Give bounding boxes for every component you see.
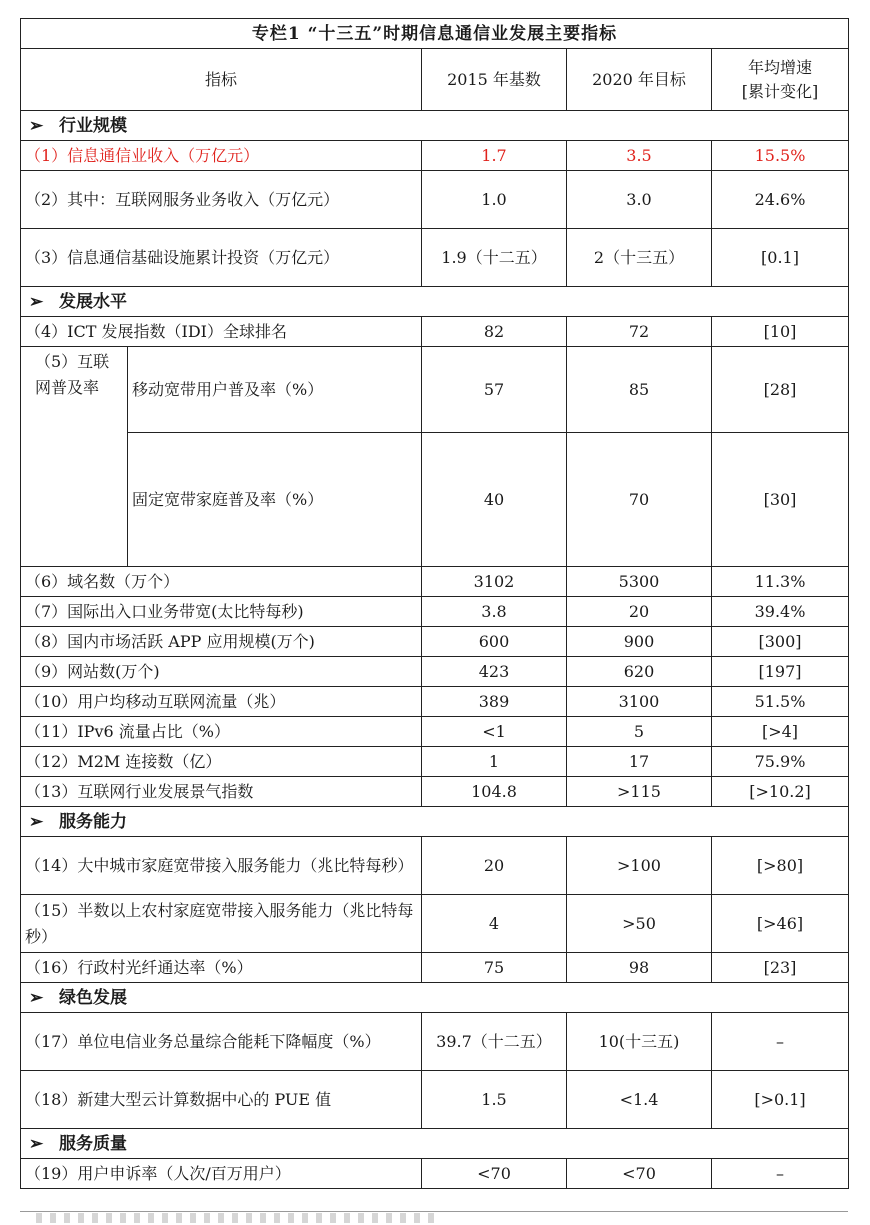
row-name: （10）用户均移动互联网流量（兆） [21, 687, 422, 717]
table-row [21, 953, 849, 983]
row-target: 20 [567, 597, 712, 627]
row-growth: [>10.2] [712, 777, 849, 807]
row-name: （13）互联网行业发展景气指数 [21, 777, 422, 807]
row-name: （8）国内市场活跃 APP 应用规模(万个) [21, 627, 422, 657]
row-growth: 11.3% [712, 567, 849, 597]
row-target: >115 [567, 777, 712, 807]
row-name: （3）信息通信基础设施累计投资（万亿元） [21, 229, 422, 287]
section-label: 发展水平 [59, 291, 127, 312]
row-base: 39.7（十二五） [422, 1013, 567, 1071]
table-row [21, 1159, 849, 1189]
row-growth: [>46] [712, 895, 849, 953]
row-name: （16）行政村光纤通达率（%） [21, 953, 422, 983]
row-target: >100 [567, 837, 712, 895]
row-target: 70 [567, 433, 712, 567]
row-name: （15）半数以上农村家庭宽带接入服务能力（兆比特每秒） [21, 895, 422, 953]
header-growth [712, 49, 849, 111]
row-growth: [>4] [712, 717, 849, 747]
row-growth: 15.5% [712, 141, 849, 171]
row-target: <70 [567, 1159, 712, 1189]
indicator-table [20, 18, 849, 1189]
row-growth: [300] [712, 627, 849, 657]
table-title: 专栏1 “十三五”时期信息通信业发展主要指标 [21, 19, 849, 49]
section-level [21, 287, 849, 317]
section-scale [21, 111, 849, 141]
row-base: 1 [422, 747, 567, 777]
row-name: （4）ICT 发展指数（IDI）全球排名 [21, 317, 422, 347]
table-row [21, 347, 849, 433]
row-growth: [>0.1] [712, 1071, 849, 1129]
table-row [21, 895, 849, 953]
row-growth: [28] [712, 347, 849, 433]
section-label: 服务能力 [59, 811, 127, 832]
row-target: 3.5 [567, 141, 712, 171]
section-row [21, 287, 849, 317]
row-base: 57 [422, 347, 567, 433]
row-growth: 39.4% [712, 597, 849, 627]
row-base: 3.8 [422, 597, 567, 627]
row-base: <70 [422, 1159, 567, 1189]
header-base: 2015 年基数 [422, 49, 567, 111]
row-name: （11）IPv6 流量占比（%） [21, 717, 422, 747]
section-row [21, 807, 849, 837]
table-row [21, 837, 849, 895]
row-base: 423 [422, 657, 567, 687]
table-row [21, 567, 849, 597]
cut-off-text-remnant [36, 1213, 436, 1223]
row-base: 1.9（十二五） [422, 229, 567, 287]
table-row [21, 777, 849, 807]
table-row [21, 717, 849, 747]
section-green [21, 983, 849, 1013]
header-growth-line1: 年均增速 [748, 57, 813, 77]
row-growth: 24.6% [712, 171, 849, 229]
row-growth: [197] [712, 657, 849, 687]
row-name: （1）信息通信业收入（万亿元） [21, 141, 422, 171]
table-row [21, 657, 849, 687]
row-base: 1.7 [422, 141, 567, 171]
row-growth: 51.5% [712, 687, 849, 717]
row-target: 5300 [567, 567, 712, 597]
table-row [21, 747, 849, 777]
row-growth: [10] [712, 317, 849, 347]
section-label: 服务质量 [59, 1133, 127, 1154]
row-growth: – [712, 1159, 849, 1189]
row-base: 3102 [422, 567, 567, 597]
table-row [21, 171, 849, 229]
section-row [21, 983, 849, 1013]
row-target: 72 [567, 317, 712, 347]
row-target: 2（十三五） [567, 229, 712, 287]
row-name: （18）新建大型云计算数据中心的 PUE 值 [21, 1071, 422, 1129]
row-name: （19）用户申诉率（人次/百万用户） [21, 1159, 422, 1189]
table-row [21, 687, 849, 717]
row-name: （2）其中：互联网服务业务收入（万亿元） [21, 171, 422, 229]
section-row [21, 111, 849, 141]
page-bottom-rule [20, 1211, 848, 1212]
row-target: 900 [567, 627, 712, 657]
arrow-icon: ➢ [29, 987, 44, 1008]
row-target: 3.0 [567, 171, 712, 229]
row-base: 20 [422, 837, 567, 895]
row-subname: 固定宽带家庭普及率（%） [128, 433, 422, 567]
row-name: （6）域名数（万个） [21, 567, 422, 597]
row-base: 389 [422, 687, 567, 717]
table-row [21, 627, 849, 657]
section-label: 绿色发展 [59, 987, 127, 1008]
section-label: 行业规模 [59, 115, 127, 136]
arrow-icon: ➢ [29, 115, 44, 136]
row-growth: 75.9% [712, 747, 849, 777]
row-name: （9）网站数(万个) [21, 657, 422, 687]
header-row [21, 49, 849, 111]
row-base: 1.0 [422, 171, 567, 229]
row-base: 75 [422, 953, 567, 983]
row-base: 1.5 [422, 1071, 567, 1129]
table-row [21, 317, 849, 347]
table-row [21, 433, 849, 567]
row-name: （14）大中城市家庭宽带接入服务能力（兆比特每秒） [21, 837, 422, 895]
row-growth: [>80] [712, 837, 849, 895]
header-target: 2020 年目标 [567, 49, 712, 111]
arrow-icon: ➢ [29, 811, 44, 832]
row-target: 85 [567, 347, 712, 433]
table-row [21, 597, 849, 627]
indicator-table-wrapper [20, 18, 848, 1189]
row-name: （12）M2M 连接数（亿） [21, 747, 422, 777]
section-quality [21, 1129, 849, 1159]
row-target: 98 [567, 953, 712, 983]
table-row [21, 141, 849, 171]
table-row [21, 1013, 849, 1071]
row-target: >50 [567, 895, 712, 953]
row-target: 10(十三五) [567, 1013, 712, 1071]
row-name: （7）国际出入口业务带宽(太比特每秒) [21, 597, 422, 627]
table-title-row [21, 19, 849, 49]
row-base: 40 [422, 433, 567, 567]
row-growth: – [712, 1013, 849, 1071]
row-target: 620 [567, 657, 712, 687]
arrow-icon: ➢ [29, 291, 44, 312]
section-service [21, 807, 849, 837]
row-growth: [23] [712, 953, 849, 983]
row-target: 17 [567, 747, 712, 777]
row-base: 82 [422, 317, 567, 347]
row-base: 4 [422, 895, 567, 953]
table-row [21, 1071, 849, 1129]
section-row [21, 1129, 849, 1159]
row-target: 3100 [567, 687, 712, 717]
arrow-icon: ➢ [29, 1133, 44, 1154]
row-target: 5 [567, 717, 712, 747]
header-growth-line2: [累计变化] [741, 81, 819, 101]
row-group-name: （5）互联网普及率 [21, 347, 128, 567]
table-row [21, 229, 849, 287]
row-base: 104.8 [422, 777, 567, 807]
row-base: <1 [422, 717, 567, 747]
row-target: <1.4 [567, 1071, 712, 1129]
header-indicator: 指标 [21, 49, 422, 111]
row-base: 600 [422, 627, 567, 657]
row-name: （17）单位电信业务总量综合能耗下降幅度（%） [21, 1013, 422, 1071]
row-growth: [0.1] [712, 229, 849, 287]
row-growth: [30] [712, 433, 849, 567]
row-subname: 移动宽带用户普及率（%） [128, 347, 422, 433]
